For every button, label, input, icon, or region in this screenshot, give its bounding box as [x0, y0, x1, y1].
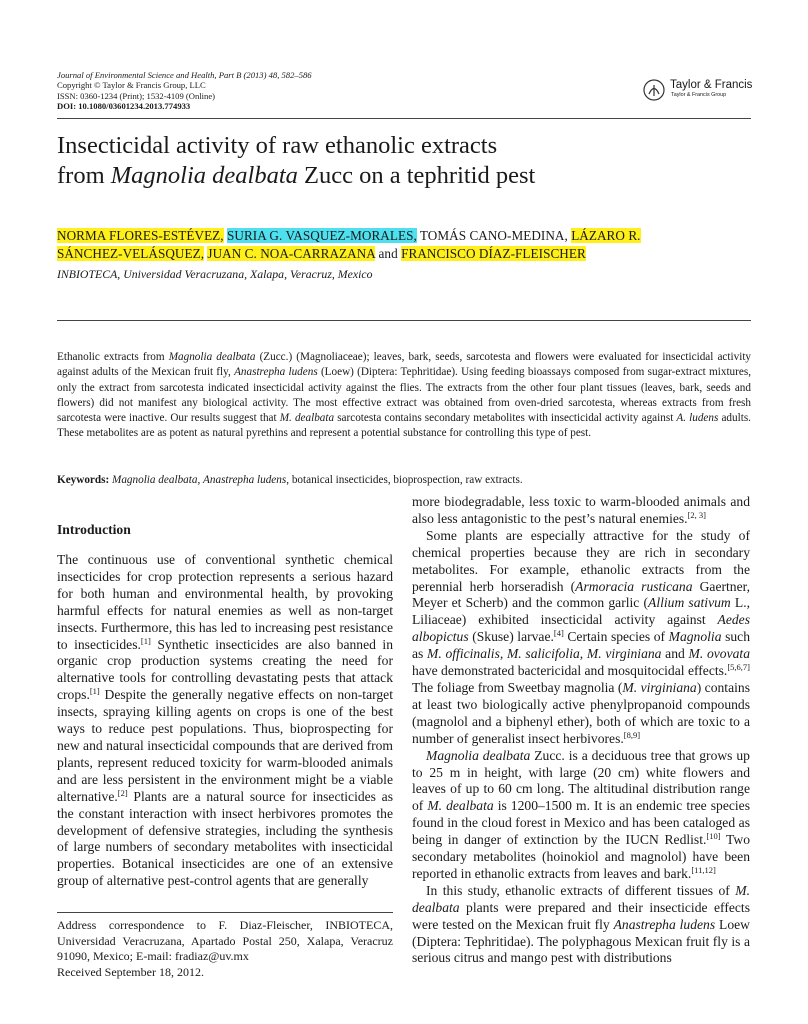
citation-ref[interactable]: [2, 3]: [687, 509, 707, 520]
footnote: [57, 918, 393, 980]
author-highlighted: LÁZARO R.: [571, 228, 641, 243]
copyright-line: Copyright © Taylor & Francis Group, LLC: [57, 80, 206, 91]
footnote-divider: [57, 912, 393, 913]
correspondence-address: Address correspondence to F. Diaz-Fleischer, INBIOTECA, Universidad Veracruzana, Apartado Postal 250, Xalapa, Veracruz 91090, Mexico; E-mail: fradiaz@uv.mx: [57, 918, 393, 963]
citation-ref[interactable]: [10]: [706, 831, 721, 842]
author-highlighted: SURIA G. VASQUEZ-MORALES,: [227, 228, 417, 243]
citation-ref[interactable]: [1]: [89, 686, 100, 697]
left-column-text: [57, 552, 393, 890]
journal-header: [57, 70, 477, 112]
publisher-name: Taylor & Francis: [670, 79, 753, 91]
publisher-group: Taylor & Francis Group: [671, 92, 727, 98]
issn-line: ISSN: 0360-1234 (Print); 1532-4109 (Online): [57, 90, 216, 101]
title-species: Magnolia dealbata: [110, 162, 298, 189]
affiliation: INBIOTECA, Universidad Veracruzana, Xalapa, Veracruz, Mexico: [57, 267, 373, 281]
author-conjunction: and: [378, 246, 398, 261]
citation-ref[interactable]: [5,6,7]: [727, 662, 750, 673]
abstract: Ethanolic extracts from Magnolia dealbata (Zucc.) (Magnoliaceae); leaves, bark, seeds, sarcotesta and flowers were evaluated for insecticidal activity against adults of the Mexican fruit fly, Anastrepha ludens (Loew) (Diptera: Tephritidae). Using feeding bioassays composed from sugar-extract mixtures, only the extract from sarcotesta indicated insecticidal activity against the flies. The extracts from the other four plant tissues (leaves, bark, seeds and flowers) did not manifest any biological activity. The most effective extract was obtained from oven-dried sarcotesta, whereas extracts from fresh sarcotesta were inactive. Our results suggest that M. dealbata sarcotesta contains secondary metabolites with insecticidal activity against A. ludens adults. These metabolites are as potent as natural pyrethins and represent a potential substance for controlling this type of pest.: [57, 351, 752, 440]
author-highlighted: FRANCISCO DÍAZ-FLEISCHER: [401, 246, 586, 261]
keywords-label: Keywords:: [57, 474, 110, 486]
title-line-1: Insecticidal activity of raw ethanolic extracts: [57, 132, 498, 159]
journal-citation: Journal of Environmental Science and Health, Part B (2013) 48, 582–586: [57, 70, 312, 80]
paragraph: Some plants are especially attractive for the study of chemical properties because they are rich in secondary metabolites. For example, ethanolic extracts from the perennial herb horseradish (Armoracia rusticana Gaertner, Meyer et Scherb) and the common garlic (Allium sativum L., Liliaceae) exhibited insecticidal activity against Aedes albopictus (Skuse) larvae.[4] Certain species of Magnolia such as M. officinalis, M. salicifolia, M. virginiana and M. ovovata have demonstrated bactericidal and mosquitocidal effects.[5,6,7] The foliage from Sweetbay magnolia (M. virginiana) contains at least two biologically active phenylpropanoid compounds (magnolol and a biphenyl ether), both of which are toxic to a number of generalist insect herbivores.[8,9]: [412, 527, 751, 746]
doi-link[interactable]: DOI: 10.1080/03601234.2013.774933: [57, 101, 191, 112]
abstract-divider: [57, 320, 751, 321]
citation-ref[interactable]: [4]: [553, 628, 564, 639]
citation-ref[interactable]: [2]: [117, 787, 128, 798]
publisher-logo: [643, 79, 773, 105]
author-highlighted: NORMA FLORES-ESTÉVEZ,: [57, 228, 224, 243]
keywords: Keywords: Magnolia dealbata, Anastrepha ludens, botanical insecticides, bioprospection, raw extracts.: [57, 474, 523, 486]
author-list: [57, 227, 757, 263]
citation-ref[interactable]: [8,9]: [623, 729, 641, 740]
section-heading-introduction: Introduction: [57, 522, 131, 537]
author: TOMÁS CANO-MEDINA,: [419, 228, 568, 243]
paragraph: In this study, ethanolic extracts of different tissues of M. dealbata plants were prepared and their insecticide effects were tested on the Mexican fruit fly Anastrepha ludens Loew (Diptera: Tephritidae). The polyphagous Mexican fruit fly is a serious citrus and mango pest with distributions: [412, 882, 750, 966]
author-highlighted: JUAN C. NOA-CARRAZANA: [207, 246, 376, 261]
citation-ref[interactable]: [11,12]: [691, 864, 716, 875]
taylor-francis-logo-icon: [643, 79, 665, 101]
header-divider: [57, 118, 751, 119]
paragraph: Magnolia dealbata Zucc. is a deciduous tree that grows up to 25 m in height, with large (20 cm) white flowers and leaves of up to 60 cm long. The altitudinal distribution range of M. dealbata is 1200–1500 m. It is an endemic tree species found in the cloud forest in Mexico and has been cataloged as being in danger of extinction by the IUCN Redlist.[10] Two secondary metabolites (hoinokiol and magnolol) have been reported in ethanolic extracts from leaves and bark.[11,12]: [412, 747, 751, 881]
received-date: Received September 18, 2012.: [57, 964, 204, 979]
title-line-2: from Magnolia dealbata Zucc on a tephritid pest: [57, 162, 536, 189]
paragraph: more biodegradable, less toxic to warm-blooded animals and also less antagonistic to the pest’s natural enemies.[2, 3]: [412, 494, 750, 526]
paragraph: The continuous use of conventional synthetic chemical insecticides for crop protection represents a serious hazard for both human and environmental health, by provoking harmful effects for natural enemies as well as non-target insects. Furthermore, this has led to increasing pest resistance to insecticides.[1] Synthetic insecticides are also banned in organic crop production systems creating the need for alternative tools for controlling devastating pests that attack crops.[1] Despite the generally negative effects on non-target insects, spraying killing agents on crops is one of the best ways to reduce pest populations. Thus, bioprospecting for new and natural insecticidal compounds that are derived from plants, represent reduced toxicity for warm-blooded animals and are less persistent in the environment might be a viable alternative.[2] Plants are a natural source for insecticides as the constant interaction with insect herbivores promotes the development of defensive strategies, including the synthesis of large numbers of secondary metabolites with insecticidal properties. Botanical insecticides are one of an extensive group of alternative pest-control agents that are generally: [57, 552, 393, 889]
paper-title: [57, 131, 757, 191]
author-highlighted: SÁNCHEZ-VELÁSQUEZ,: [57, 246, 205, 261]
citation-ref[interactable]: [1]: [140, 635, 151, 646]
right-column-text: [412, 494, 750, 967]
